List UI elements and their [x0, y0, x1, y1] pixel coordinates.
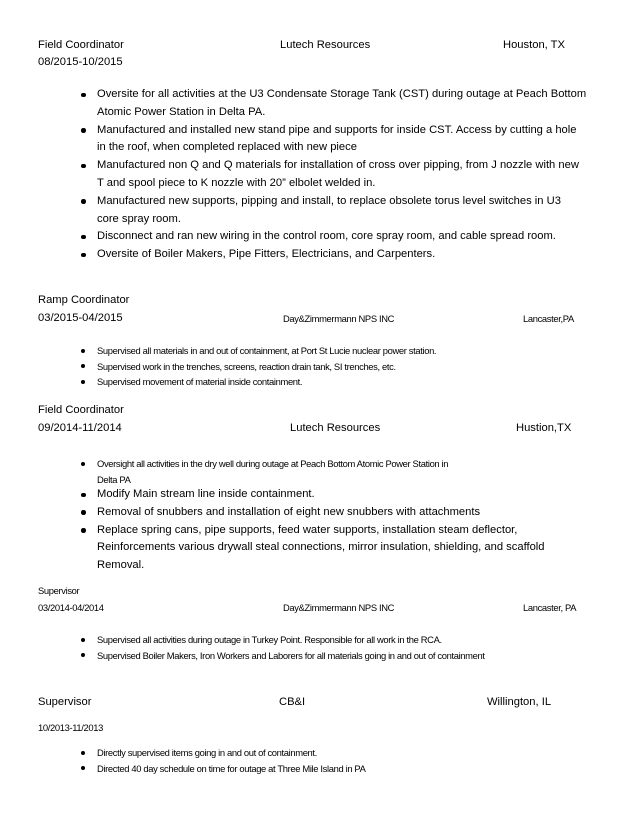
job-company: CB&I	[279, 696, 306, 708]
job-bullets	[81, 456, 621, 487]
bullet-dot-icon	[81, 462, 85, 466]
job-bullets	[81, 86, 621, 264]
list-item: Directly supervised items going in and out of containment.	[81, 745, 621, 761]
job-location: Lancaster, PA	[523, 602, 577, 613]
list-item: Modify Main stream line inside containment.	[81, 486, 621, 504]
list-item: Supervised all activities during outage in Turkey Point. Responsible for all work in the RCA.	[81, 632, 626, 648]
bullet-dot-icon	[81, 510, 86, 515]
bullet-dot-icon	[81, 751, 85, 755]
bullet-dot-icon	[81, 349, 85, 353]
bullet-dot-icon	[81, 253, 86, 258]
job-company: Lutech Resources	[290, 422, 381, 434]
list-item: Disconnect and ran new wiring in the control room, core spray room, and cable spread room.	[81, 228, 621, 246]
bullet-dot-icon	[81, 528, 86, 533]
bullet-dot-icon	[81, 235, 86, 240]
list-item: Manufactured and installed new stand pipe and supports for inside CST. Access by cutting a hole in the roof, when completed replaced with new piece	[81, 122, 621, 158]
bullet-dot-icon	[81, 638, 85, 642]
job-title: Field Coordinator	[38, 39, 124, 51]
job-title: Field Coordinator	[38, 404, 124, 416]
job-bullets	[81, 343, 621, 390]
job-bullets	[81, 486, 621, 575]
list-item: Supervised work in the trenches, screens, reaction drain tank, SI trenches, etc.	[81, 359, 621, 375]
job-title: Supervisor	[38, 585, 80, 596]
list-item: Manufactured non Q and Q materials for installation of cross over pipping, from J nozzle with new T and spool piece to K nozzle with 20” elbolet welded in.	[81, 157, 621, 193]
job-company: Day&Zimmermann NPS INC	[283, 313, 395, 324]
bullet-dot-icon	[81, 164, 86, 169]
job-title: Supervisor	[38, 696, 92, 708]
job-location: Lancaster,PA	[523, 313, 574, 324]
job-dates: 03/2014-04/2014	[38, 602, 104, 613]
job-bullets	[81, 745, 621, 776]
job-location: Hustion,TX	[516, 422, 572, 434]
bullet-dot-icon	[81, 199, 86, 204]
job-bullets	[81, 632, 626, 663]
list-item: Oversight all activities in the dry well during outage at Peach Bottom Atomic Power Station in Delta PA	[81, 456, 621, 487]
bullet-dot-icon	[81, 380, 85, 384]
job-dates: 09/2014-11/2014	[38, 422, 122, 434]
job-title: Ramp Coordinator	[38, 294, 130, 306]
list-item: Supervised all materials in and out of containment, at Port St Lucie nuclear power station.	[81, 343, 621, 359]
list-item: Oversite of Boiler Makers, Pipe Fitters, Electricians, and Carpenters.	[81, 246, 621, 264]
list-item: Replace spring cans, pipe supports, feed water supports, installation steam deflector, Reinforcements various drywall steal connections, mirror insulation, shielding, and scaffold Removal.	[81, 522, 621, 575]
bullet-dot-icon	[81, 128, 86, 133]
bullet-dot-icon	[81, 364, 85, 368]
job-company: Day&Zimmermann NPS INC	[283, 602, 395, 613]
list-item: Supervised movement of material inside containment.	[81, 374, 621, 390]
job-dates: 08/2015-10/2015	[38, 56, 123, 68]
bullet-dot-icon	[81, 653, 85, 657]
bullet-dot-icon	[81, 766, 85, 770]
job-location: Houston, TX	[503, 39, 565, 51]
list-item: Removal of snubbers and installation of eight new snubbers with attachments	[81, 504, 621, 522]
list-item: Oversite for all activities at the U3 Condensate Storage Tank (CST) during outage at Peach Bottom Atomic Power Station in Delta PA.	[81, 86, 621, 122]
list-item: Manufactured new supports, pipping and install, to replace obsolete torus level switches in U3 core spray room.	[81, 193, 621, 229]
job-dates: 10/2013-11/2013	[38, 722, 103, 733]
job-company: Lutech Resources	[280, 39, 371, 51]
bullet-dot-icon	[81, 93, 86, 98]
job-location: Willington, IL	[487, 696, 552, 708]
list-item: Supervised Boiler Makers, Iron Workers and Laborers for all materials going in and out of containment	[81, 648, 626, 664]
list-item: Directed 40 day schedule on time for outage at Three Mile Island in PA	[81, 761, 621, 777]
job-dates: 03/2015-04/2015	[38, 312, 123, 324]
bullet-dot-icon	[81, 493, 86, 498]
